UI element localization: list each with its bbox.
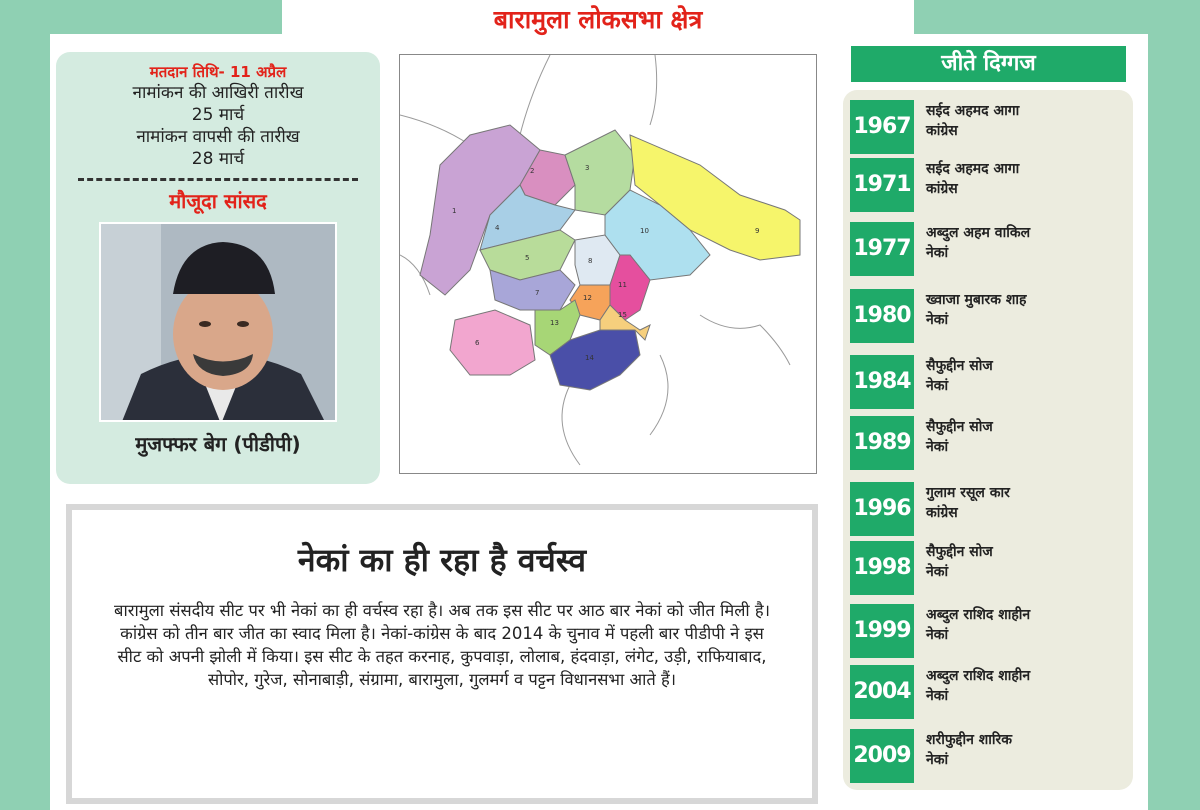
winner-year: 2009 (850, 729, 914, 783)
winner-name: सैफुद्दीन सोज (926, 544, 993, 560)
winner-year: 1999 (850, 604, 914, 658)
dashed-divider (78, 178, 358, 181)
map-region-label: 3 (585, 164, 590, 172)
winner-name: सैफुद्दीन सोज (926, 419, 993, 435)
frame-right-band (1148, 0, 1200, 810)
page-title: बारामुला लोकसभा क्षेत्र (493, 5, 703, 34)
map-region-label: 9 (755, 227, 760, 235)
winner-party: नेकां (926, 245, 949, 261)
frame-left-band (0, 0, 50, 810)
current-mp-heading: मौजूदा सांसद (169, 189, 267, 213)
map-region-label: 4 (495, 224, 500, 232)
map-region-label: 8 (588, 257, 593, 265)
poll-date: मतदान तिथि- 11 अप्रैल (149, 63, 287, 81)
withdrawal-label: नामांकन वापसी की तारीख (136, 127, 300, 147)
current-mp-name: मुजफ्फर बेग (पीडीपी) (135, 432, 301, 456)
winner-row (850, 355, 1140, 409)
winner-name: अब्दुल राशिद शाहीन (926, 607, 1031, 623)
map-region-label: 1 (452, 207, 457, 215)
nomination-last-label: नामांकन की आखिरी तारीख (132, 83, 304, 103)
winner-year: 1977 (850, 222, 914, 276)
winner-year: 1984 (850, 355, 914, 409)
winner-year: 1989 (850, 416, 914, 470)
winner-party: कांग्रेस (926, 505, 958, 521)
winner-party: नेकां (926, 312, 949, 328)
winner-row (850, 665, 1140, 719)
map-region-label: 12 (583, 294, 592, 302)
map-region-label: 13 (550, 319, 559, 327)
winner-party: नेकां (926, 378, 949, 394)
winner-year: 1971 (850, 158, 914, 212)
winner-name: अब्दुल राशिद शाहीन (926, 668, 1031, 684)
article-body: बारामुला संसदीय सीट पर भी नेकां का ही वर्चस्व रहा है। अब तक इस सीट पर आठ बार नेकां को जीत मिली है। कांग्रेस को तीन बार जीत का स्वाद मिला है। नेकां-कांग्रेस के बाद 2014 के चुनाव में पहली बार पीडीपी ने इस सीट को अपनी झोली में किया। इस सीट के तहत करनाह, कुपवाड़ा, लोलाब, हंदवाड़ा, लंगेट, उड़ी, राफियाबाद, सोपोर, गुरेज, सोनाबाड़ी, संग्रामा, बारामुला, गुलमर्ग व पट्टन विधानसभा आते हैं। (114, 601, 770, 689)
winners-heading: जीते दिग्गज (851, 46, 1126, 82)
winner-name: सईद अहमद आगा (926, 103, 1020, 119)
winner-name: सैफुद्दीन सोज (926, 358, 993, 374)
winner-year: 2004 (850, 665, 914, 719)
withdrawal-date: 28 मार्च (191, 149, 245, 169)
winner-row (850, 158, 1140, 212)
winner-party: कांग्रेस (926, 181, 958, 197)
winner-party: नेकां (926, 439, 949, 455)
nomination-last-date: 25 मार्च (191, 105, 245, 125)
map-region-label: 11 (618, 281, 627, 289)
winner-party: नेकां (926, 627, 949, 643)
winner-row (850, 482, 1140, 536)
constituency-map-svg (400, 55, 816, 473)
winner-row (850, 289, 1140, 343)
map-region-label: 10 (640, 227, 649, 235)
winner-row (850, 100, 1140, 154)
map-region-label: 15 (618, 311, 627, 319)
winner-row (850, 729, 1140, 783)
winner-name: अब्दुल अहम वाकिल (926, 225, 1031, 241)
winner-year: 1967 (850, 100, 914, 154)
map-region-6 (450, 310, 535, 375)
map-region-label: 2 (530, 167, 535, 175)
frame-top-left-band (0, 0, 282, 34)
article-box (66, 504, 818, 804)
map-region-label: 14 (585, 354, 594, 362)
winner-name: ख्वाजा मुबारक शाह (926, 292, 1027, 308)
winner-party: नेकां (926, 564, 949, 580)
winner-name: गुलाम रसूल कार (926, 485, 1010, 501)
winner-party: नेकां (926, 752, 949, 768)
winner-party: कांग्रेस (926, 123, 958, 139)
winner-year: 1980 (850, 289, 914, 343)
winner-row (850, 604, 1140, 658)
winner-year: 1998 (850, 541, 914, 595)
election-info-box (56, 52, 380, 484)
map-region-label: 6 (475, 339, 480, 347)
map-region-label: 7 (535, 289, 540, 297)
mp-photo (99, 222, 337, 422)
winner-name: सईद अहमद आगा (926, 161, 1020, 177)
winner-row (850, 222, 1140, 276)
article-heading: नेकां का ही रहा है वर्चस्व (297, 541, 587, 579)
map-region-label: 5 (525, 254, 530, 262)
mp-portrait-illustration (101, 224, 337, 422)
winner-name: शरीफुद्दीन शारिक (926, 732, 1012, 748)
constituency-map (399, 54, 817, 474)
winner-year: 1996 (850, 482, 914, 536)
winner-row (850, 541, 1140, 595)
winner-party: नेकां (926, 688, 949, 704)
winner-row (850, 416, 1140, 470)
